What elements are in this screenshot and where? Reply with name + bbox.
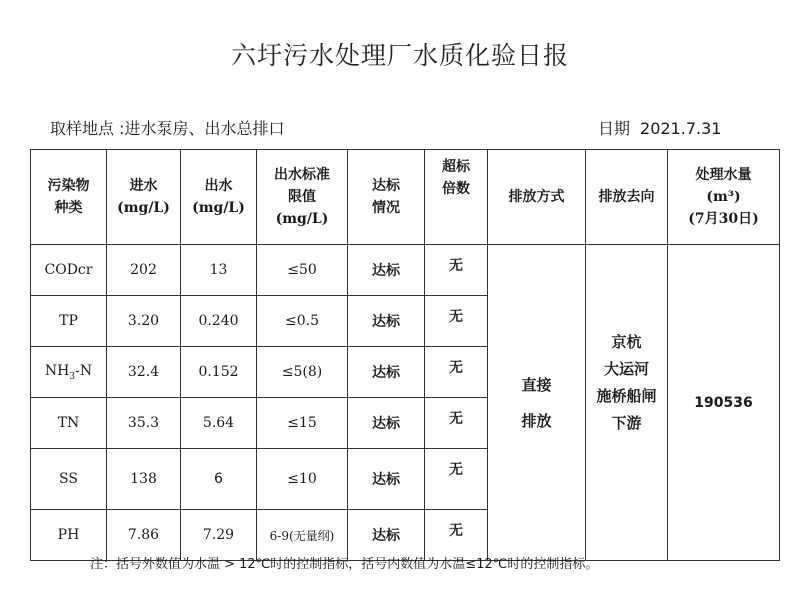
cell-pollutant — [31, 347, 107, 398]
cell-exceed: 无 — [425, 296, 488, 347]
discharge-direction-line1: 京杭 — [611, 332, 642, 351]
cell-outflow: 13 — [181, 245, 257, 296]
cell-inflow: 138 — [107, 449, 181, 510]
treated-volume-value: 190536 — [668, 245, 780, 561]
pollutant-main: NH — [44, 362, 70, 379]
header-inflow — [107, 150, 181, 245]
cell-compliance: 达标 — [348, 510, 425, 561]
discharge-direction-line4: 下游 — [611, 413, 642, 432]
cell-compliance: 达标 — [348, 347, 425, 398]
header-exceed: 超标倍数 — [425, 150, 488, 245]
header-standard-label: 出水标准限值 — [274, 167, 330, 205]
discharge-direction-line2: 大运河 — [603, 359, 649, 378]
cell-inflow: 3.20 — [107, 296, 181, 347]
cell-pollutant: CODcr — [31, 245, 107, 296]
cell-outflow: 0.152 — [181, 347, 257, 398]
report-date — [598, 116, 721, 139]
pollutant-subscript: 3 — [69, 371, 76, 382]
cell-outflow: 7.29 — [181, 510, 257, 561]
cell-pollutant: TP — [31, 296, 107, 347]
cell-pollutant: PH — [31, 510, 107, 561]
cell-inflow: 35.3 — [107, 398, 181, 449]
header-volume-label: 处理水量 — [695, 167, 752, 183]
header-outflow-label: 出水 — [204, 178, 233, 194]
header-discharge-direction: 排放去向 — [586, 150, 668, 245]
report-title: 六圩污水处理厂水质化验日报 — [230, 41, 569, 70]
cell-outflow: 6 — [181, 449, 257, 510]
sampling-location: 取样地点 :进水泵房、出水总排口 — [50, 119, 285, 138]
cell-outflow: 5.64 — [181, 398, 257, 449]
cell-standard: ≤5(8) — [257, 347, 348, 398]
cell-exceed: 无 — [425, 398, 488, 449]
cell-pollutant: TN — [31, 398, 107, 449]
cell-inflow: 202 — [107, 245, 181, 296]
header-volume — [668, 150, 780, 245]
cell-standard: ≤10 — [257, 449, 348, 510]
table-row-codcr — [31, 245, 780, 296]
header-outflow — [181, 150, 257, 245]
discharge-method-line1: 直接 — [521, 375, 552, 394]
cell-compliance: 达标 — [348, 449, 425, 510]
cell-outflow: 0.240 — [181, 296, 257, 347]
date-value: 2021.7.31 — [640, 119, 722, 138]
header-discharge-method: 排放方式 — [488, 150, 586, 245]
discharge-direction-line3: 施桥船闸 — [596, 386, 657, 405]
header-pollutant: 污染物种类 — [31, 150, 107, 245]
header-outflow-unit: (mg/L) — [192, 200, 245, 216]
discharge-direction-cell — [586, 245, 668, 561]
cell-exceed: 无 — [425, 347, 488, 398]
cell-standard: ≤15 — [257, 398, 348, 449]
cell-inflow: 32.4 — [107, 347, 181, 398]
date-label: 日期 — [598, 119, 631, 138]
header-compliance: 达标情况 — [348, 150, 425, 245]
header-inflow-label: 进水 — [129, 178, 158, 194]
header-inflow-unit: (mg/L) — [117, 200, 170, 216]
cell-standard: ≤0.5 — [257, 296, 348, 347]
pollutant-tail: -N — [75, 362, 93, 379]
cell-standard: ≤50 — [257, 245, 348, 296]
cell-compliance: 达标 — [348, 398, 425, 449]
header-volume-unit: (m³) — [706, 189, 741, 205]
cell-pollutant: SS — [31, 449, 107, 510]
water-quality-table — [30, 149, 780, 561]
cell-inflow: 7.86 — [107, 510, 181, 561]
discharge-method-line2: 排放 — [521, 411, 552, 430]
cell-exceed: 无 — [425, 449, 488, 510]
header-standard-unit: (mg/L) — [275, 211, 329, 227]
cell-exceed: 无 — [425, 510, 488, 561]
cell-compliance: 达标 — [348, 296, 425, 347]
footnote: 注：括号外数值为水温 > 12℃时的控制指标，括号内数值为水温≤12℃时的控制指标。 — [90, 557, 599, 572]
cell-standard: 6-9(无量纲) — [257, 510, 348, 561]
table-header-row — [31, 150, 780, 245]
header-standard — [257, 150, 348, 245]
discharge-method-cell — [488, 245, 586, 561]
cell-compliance: 达标 — [348, 245, 425, 296]
cell-exceed: 无 — [425, 245, 488, 296]
header-volume-date: (7月30日) — [688, 211, 759, 227]
